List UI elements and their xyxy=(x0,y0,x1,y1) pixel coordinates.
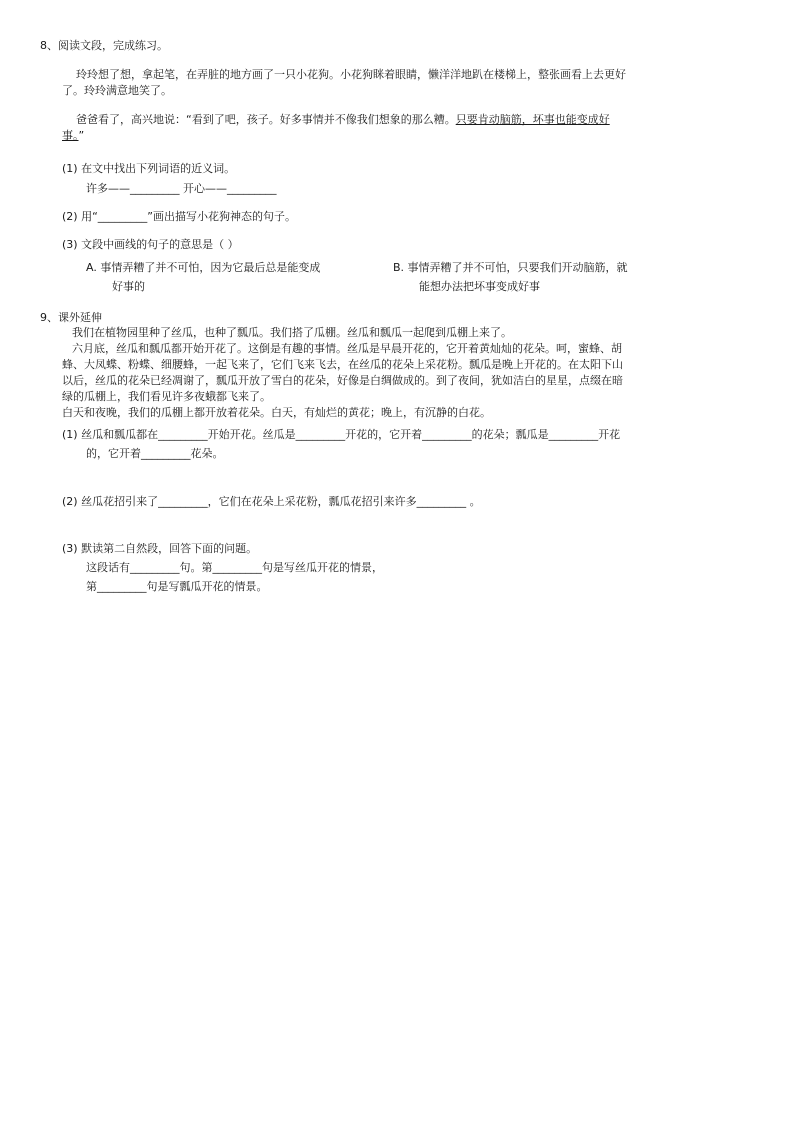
q9-sub1-line1: (1) 丝瓜和瓢瓜都在_________开始开花。丝瓜是_________开花的，它开着_________的花朵；瓢瓜是_________开花 xyxy=(62,428,621,441)
q9-passage-line: 我们在植物园里种了丝瓜，也种了瓢瓜。我们搭了瓜棚。丝瓜和瓢瓜一起爬到瓜棚上来了。 xyxy=(72,326,512,339)
q9-sub2: (2) 丝瓜花招引来了_________，它们在花朵上采花粉，瓢瓜花招引来许多_________ 。 xyxy=(62,495,481,508)
q8-option-b-line1: B. 事情弄糟了并不可怕，只要我们开动脑筋，就 xyxy=(393,261,628,274)
q8-option-a-line2: 好事的 xyxy=(112,280,145,293)
q9-sub3-line3: 第_________句是写瓢瓜开花的情景。 xyxy=(86,580,268,593)
q8-option-a-line1: A. 事情弄糟了并不可怕，因为它最后总是能变成 xyxy=(86,261,321,274)
q9-sub3-line2: 这段话有_________句。第_________句是写丝瓜开花的情景， xyxy=(86,561,383,574)
q9-passage-line: 六月底，丝瓜和瓢瓜都开始开花了。这倒是有趣的事情。丝瓜是早晨开花的，它开着黄灿灿的花朵。呵，蜜蜂、胡 xyxy=(72,342,622,355)
q9-passage-line: 以后，丝瓜的花朵已经凋谢了，瓢瓜开放了雪白的花朵，好像是白绸做成的。到了夜间，犹如洁白的星星，点缀在暗 xyxy=(62,374,623,387)
q8-para1-line1: 玲玲想了想，拿起笔，在弄脏的地方画了一只小花狗。小花狗眯着眼睛，懒洋洋地趴在楼梯上，整张画看上去更好 xyxy=(76,68,626,81)
q9-sub3-prompt: (3) 默读第二自然段，回答下面的问题。 xyxy=(62,542,258,555)
q9-passage-line: 白天和夜晚，我们的瓜棚上都开放着花朵。白天，有灿烂的黄花；晚上，有沉静的白花。 xyxy=(62,406,491,419)
q8-option-b-line2: 能想办法把坏事变成好事 xyxy=(419,280,540,293)
q8-para2-text: 爸爸看了，高兴地说：“看到了吧，孩子。好多事情并不像我们想象的那么糟。 xyxy=(76,113,456,126)
q9-heading: 9、课外延伸 xyxy=(40,311,102,324)
q8-sub1-prompt: (1) 在文中找出下列词语的近义词。 xyxy=(62,162,236,175)
q8-heading: 8、阅读文段，完成练习。 xyxy=(40,39,168,52)
q8-sub2: (2) 用“_________”画出描写小花狗神态的句子。 xyxy=(62,210,296,223)
q8-underlined-sentence-part2: 事。 xyxy=(62,129,79,142)
q8-para2-quote-end: ” xyxy=(78,129,85,142)
q8-para2-line1 xyxy=(76,113,610,127)
q8-sub3-prompt: (3) 文段中画线的句子的意思是（ ） xyxy=(62,238,239,251)
q8-underlined-sentence-part1: 只要肯动脑筋，坏事也能变成好 xyxy=(455,113,610,126)
q9-passage-line: 蜂、大凤蝶、粉蝶、细腰蜂，一起飞来了，它们飞来飞去，在丝瓜的花朵上采花粉。瓢瓜是晚上开花的。在太阳下山 xyxy=(62,358,623,371)
q9-sub1-line2: 的，它开着_________花朵。 xyxy=(86,447,224,460)
q8-para2-line2 xyxy=(62,129,84,143)
q8-para1-line2: 了。玲玲满意地笑了。 xyxy=(62,84,172,97)
q9-passage-line: 绿的瓜棚上，我们看见许多夜蛾都飞来了。 xyxy=(62,390,271,403)
q8-sub1-answer-line: 许多——_________ 开心——_________ xyxy=(86,182,277,195)
